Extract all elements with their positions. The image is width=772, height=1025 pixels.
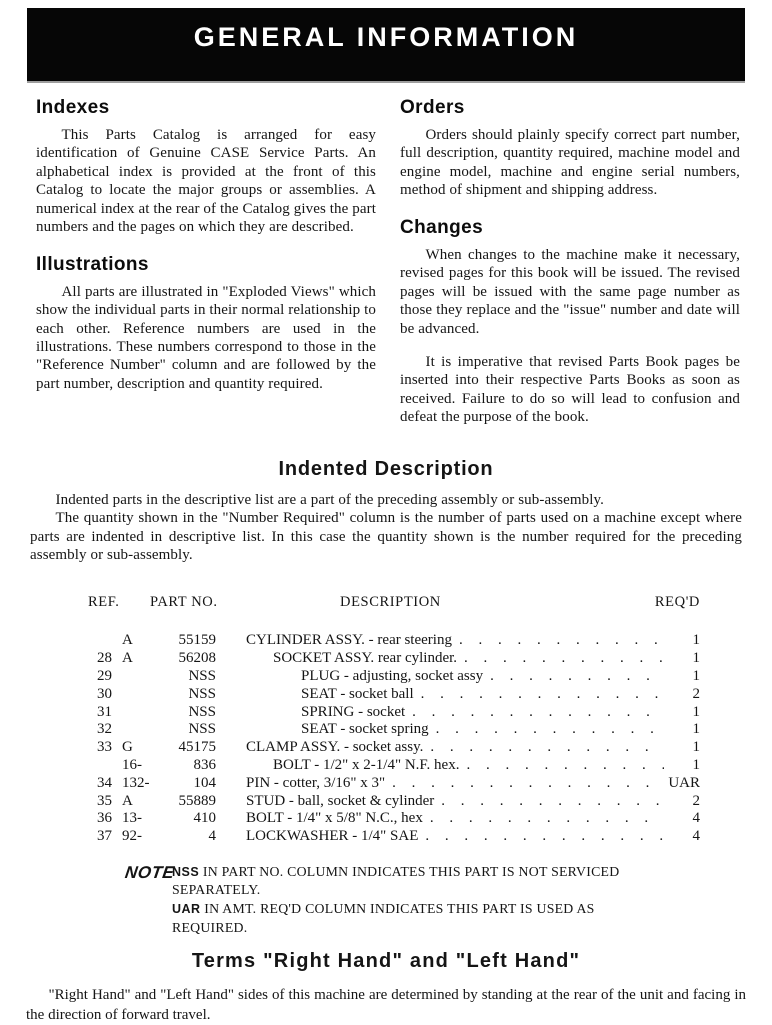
reqd-cell: 2: [692, 685, 700, 702]
section-paragraph: All parts are illustrated in "Exploded Views" which show the individual parts in their normal relationship to each other. Reference numbers are used in the illustrations. These numbers correspond to those in the "Reference Number" column and are followed by the part number, description and quantity required.: [36, 283, 376, 392]
dot-leader: [421, 686, 664, 704]
section-paragraph: "Right Hand" and "Left Hand" sides of this machine are determined by standing at the rear of the unit and facing in the direction of forward travel.: [26, 986, 746, 1024]
ref-cell: 31: [97, 703, 112, 720]
reqd-cell: 1: [692, 650, 700, 667]
right-column: [400, 97, 740, 444]
note-text: IN PART NO. COLUMN INDICATES THIS PART IS NOT SERVICED SEPARATELY.: [172, 864, 620, 898]
ref-cell: 36: [97, 810, 112, 827]
reqd-cell: 1: [692, 757, 700, 774]
table-row: [88, 632, 700, 650]
reqd-cell: 1: [692, 668, 700, 685]
part-prefix-cell: A: [122, 792, 133, 809]
table-row: [88, 721, 700, 739]
table-row: [88, 739, 700, 757]
section-heading: Indexes: [36, 97, 110, 118]
note-term: NSS: [172, 865, 200, 879]
part-number-cell: 410: [193, 810, 216, 827]
dot-leader: [466, 757, 664, 775]
parts-table-header: [88, 594, 700, 614]
section-paragraph: When changes to the machine make it necessary, revised pages for this book will be issued. The revised pages will be issued with the same page number as those they replace and the "issue" number and date will be advanced.: [400, 246, 740, 337]
part-prefix-cell: 13-: [122, 810, 142, 827]
header-description: DESCRIPTION: [340, 594, 441, 611]
reqd-cell: 1: [692, 721, 700, 738]
section-paragraph: The quantity shown in the "Number Required" column is the number of parts used on a machine except where parts are indented in descriptive list. In this case the quantity shown is the number required for the preceding assembly or sub-assembly.: [30, 510, 742, 563]
section-heading: Changes: [400, 216, 484, 238]
two-column-area: [36, 97, 740, 444]
ref-cell: 37: [97, 828, 112, 845]
page-title: GENERAL INFORMATION: [193, 22, 579, 52]
note-label: NOTE: [123, 863, 176, 882]
note-term: UAR: [172, 902, 201, 917]
part-number-cell: 104: [193, 774, 216, 791]
table-row: [88, 668, 700, 686]
dot-leader: [436, 721, 664, 739]
section-heading: Terms "Right Hand" and "Left Hand": [191, 949, 581, 972]
dot-leader: [430, 810, 664, 828]
ref-cell: 33: [97, 739, 112, 756]
description-cell: PIN - cotter, 3/16" x 3": [246, 774, 386, 791]
dot-leader: [412, 704, 664, 722]
table-row: [88, 686, 700, 704]
indented-description-text: [30, 491, 742, 565]
ref-cell: 30: [97, 685, 112, 702]
part-number-cell: NSS: [188, 668, 216, 685]
section-heading: Indented Description: [278, 457, 494, 480]
description-cell: BOLT - 1/4" x 5/8" N.C., hex: [246, 810, 423, 827]
reqd-cell: 2: [692, 792, 700, 809]
description-cell: BOLT - 1/2" x 2-1/4" N.F. hex.: [273, 757, 460, 774]
ref-cell: 34: [97, 774, 112, 791]
section-indented-description: [0, 458, 772, 565]
ref-cell: 35: [97, 792, 112, 809]
reqd-cell: 4: [692, 828, 700, 845]
table-row: [88, 757, 700, 775]
section-paragraph: Orders should plainly specify correct part number, full description, quantity required, machine model and engine model, machine and engine serial numbers, method of shipment and shipping address.: [400, 127, 740, 199]
part-prefix-cell: 92-: [122, 828, 142, 845]
description-cell: PLUG - adjusting, socket assy: [301, 668, 484, 685]
header-ref: REF.: [88, 594, 120, 611]
reqd-cell: 4: [692, 810, 700, 827]
ref-cell: 29: [97, 668, 112, 685]
section-orders: [400, 97, 740, 200]
dot-leader: [459, 632, 664, 650]
part-number-cell: 4: [208, 828, 216, 845]
part-prefix-cell: A: [122, 632, 133, 649]
part-number-cell: NSS: [188, 685, 216, 702]
table-row: [88, 793, 700, 811]
ref-cell: 28: [97, 650, 112, 667]
note-text: IN AMT. REQ'D COLUMN INDICATES THIS PART IS USED AS REQUIRED.: [172, 901, 595, 935]
left-column: [36, 97, 376, 444]
description-cell: CLAMP ASSY. - socket assy.: [246, 739, 424, 756]
section-illustrations: [36, 254, 376, 394]
part-number-cell: 56208: [178, 650, 216, 667]
section-paragraph: It is imperative that revised Parts Book pages be inserted into their respective Parts Books as soon as received. Failure to do so will lead to confusion and defeat the purpose of the book.: [400, 353, 740, 426]
section-heading: Illustrations: [36, 253, 149, 275]
part-number-cell: NSS: [188, 721, 216, 738]
header-part-no: PART NO.: [150, 594, 218, 611]
description-cell: SPRING - socket: [301, 703, 406, 720]
part-prefix-cell: 132-: [122, 774, 150, 791]
part-number-cell: 45175: [178, 739, 216, 756]
section-terms: [0, 950, 772, 1025]
catalog-page: [0, 8, 772, 1024]
note-item-uar: [172, 900, 637, 936]
dot-leader: [441, 793, 664, 811]
table-row: [88, 828, 700, 846]
part-prefix-cell: 16-: [122, 757, 142, 774]
reqd-cell: 1: [692, 739, 700, 756]
description-cell: SOCKET ASSY. rear cylinder.: [273, 650, 458, 667]
part-number-cell: NSS: [188, 703, 216, 720]
note-item-nss: [172, 863, 637, 899]
page-banner: [27, 8, 745, 81]
section-paragraph: This Parts Catalog is arranged for easy identification of Genuine CASE Service Parts. An alphabetical index is provided at the front of this Catalog to locate the major groups or assemblies. A numerical index at the rear of the Catalog gives the part numbers and the pages on which they are described.: [36, 127, 376, 236]
description-cell: SEAT - socket ball: [301, 685, 414, 702]
reqd-cell: 1: [692, 632, 700, 649]
description-cell: STUD - ball, socket & cylinder: [246, 792, 435, 809]
part-number-cell: 836: [193, 757, 216, 774]
dot-leader: [392, 775, 664, 793]
header-reqd: REQ'D: [654, 594, 700, 611]
dot-leader: [430, 739, 664, 757]
table-row: [88, 775, 700, 793]
description-cell: LOCKWASHER - 1/4" SAE: [246, 828, 419, 845]
dot-leader: [464, 650, 664, 668]
part-prefix-cell: A: [122, 650, 133, 667]
parts-table: [88, 594, 700, 846]
part-number-cell: 55889: [178, 792, 216, 809]
table-row: [88, 810, 700, 828]
part-prefix-cell: G: [122, 739, 133, 756]
table-row: [88, 650, 700, 668]
table-row: [88, 704, 700, 722]
section-paragraph: Indented parts in the descriptive list are a part of the preceding assembly or sub-assembly.: [55, 491, 604, 508]
ref-cell: 32: [97, 721, 112, 738]
reqd-cell: 1: [692, 703, 700, 720]
description-cell: CYLINDER ASSY. - rear steering: [246, 632, 452, 649]
dot-leader: [490, 668, 664, 686]
part-number-cell: 55159: [178, 632, 216, 649]
dot-leader: [425, 828, 664, 846]
note-block: [125, 863, 637, 937]
section-heading: Orders: [400, 97, 465, 118]
description-cell: SEAT - socket spring: [301, 721, 429, 738]
section-indexes: [36, 97, 376, 237]
reqd-cell: UAR: [668, 774, 700, 791]
section-changes: [400, 217, 740, 427]
